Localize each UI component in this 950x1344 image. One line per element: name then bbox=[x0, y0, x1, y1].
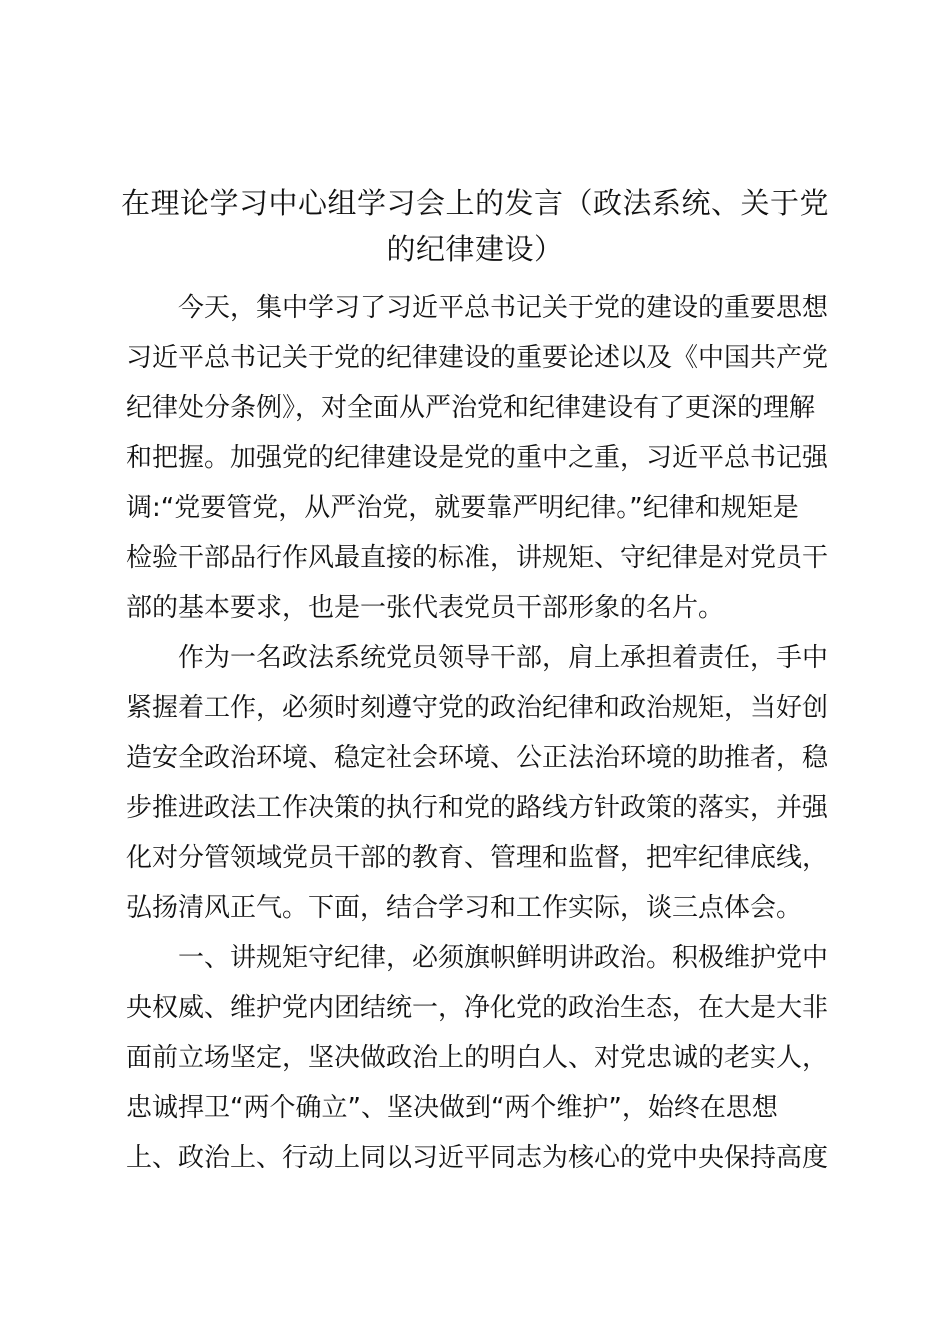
paragraph-line: 面前立场坚定，坚决做政治上的明白人、对党忠诚的老实人， bbox=[126, 1043, 829, 1073]
paragraph-line: 调:“党要管党，从严治党，就要靠严明纪律。”纪律和规矩是 bbox=[126, 493, 799, 523]
paragraph-line: 今天，集中学习了习近平总书记关于党的建设的重要思想 bbox=[178, 293, 829, 323]
paragraph-line: 弘扬清风正气。下面，结合学习和工作实际，谈三点体会。 bbox=[126, 893, 803, 923]
paragraph-line: 央权威、维护党内团结统一，净化党的政治生态，在大是大非 bbox=[126, 993, 829, 1023]
document-title bbox=[110, 180, 840, 272]
paragraph-line: 紧握着工作，必须时刻遵守党的政治纪律和政治规矩，当好创 bbox=[126, 693, 829, 723]
paragraph-2 bbox=[126, 633, 832, 933]
paragraph-line: 部的基本要求，也是一张代表党员干部形象的名片。 bbox=[126, 593, 725, 623]
paragraph-line: 一、讲规矩守纪律，必须旗帜鲜明讲政治。积极维护党中 bbox=[178, 943, 829, 973]
paragraph-3 bbox=[126, 933, 832, 1183]
paragraph-line: 化对分管领域党员干部的教育、管理和监督，把牢纪律底线， bbox=[126, 843, 829, 873]
paragraph-line: 习近平总书记关于党的纪律建设的重要论述以及《中国共产党 bbox=[126, 343, 829, 373]
paragraph-line: 作为一名政法系统党员领导干部，肩上承担着责任，手中 bbox=[178, 643, 829, 673]
paragraph-line: 和把握。加强党的纪律建设是党的重中之重，习近平总书记强 bbox=[126, 443, 829, 473]
paragraph-line: 纪律处分条例》，对全面从严治党和纪律建设有了更深的理解 bbox=[126, 393, 816, 423]
paragraph-line: 检验干部品行作风最直接的标准，讲规矩、守纪律是对党员干 bbox=[126, 543, 829, 573]
document-body bbox=[126, 283, 832, 1183]
paragraph-line: 忠诚捍卫“两个确立”、坚决做到“两个维护”，始终在思想 bbox=[126, 1093, 778, 1123]
title-line-1: 在理论学习中心组学习会上的发言（政法系统、关于党 bbox=[120, 186, 829, 220]
paragraph-line: 上、政治上、行动上同以习近平同志为核心的党中央保持高度 bbox=[126, 1143, 829, 1173]
paragraph-1 bbox=[126, 283, 832, 633]
title-line-2: 的纪律建设） bbox=[386, 232, 564, 266]
paragraph-line: 步推进政法工作决策的执行和党的路线方针政策的落实，并强 bbox=[126, 793, 829, 823]
paragraph-line: 造安全政治环境、稳定社会环境、公正法治环境的助推者，稳 bbox=[126, 743, 829, 773]
